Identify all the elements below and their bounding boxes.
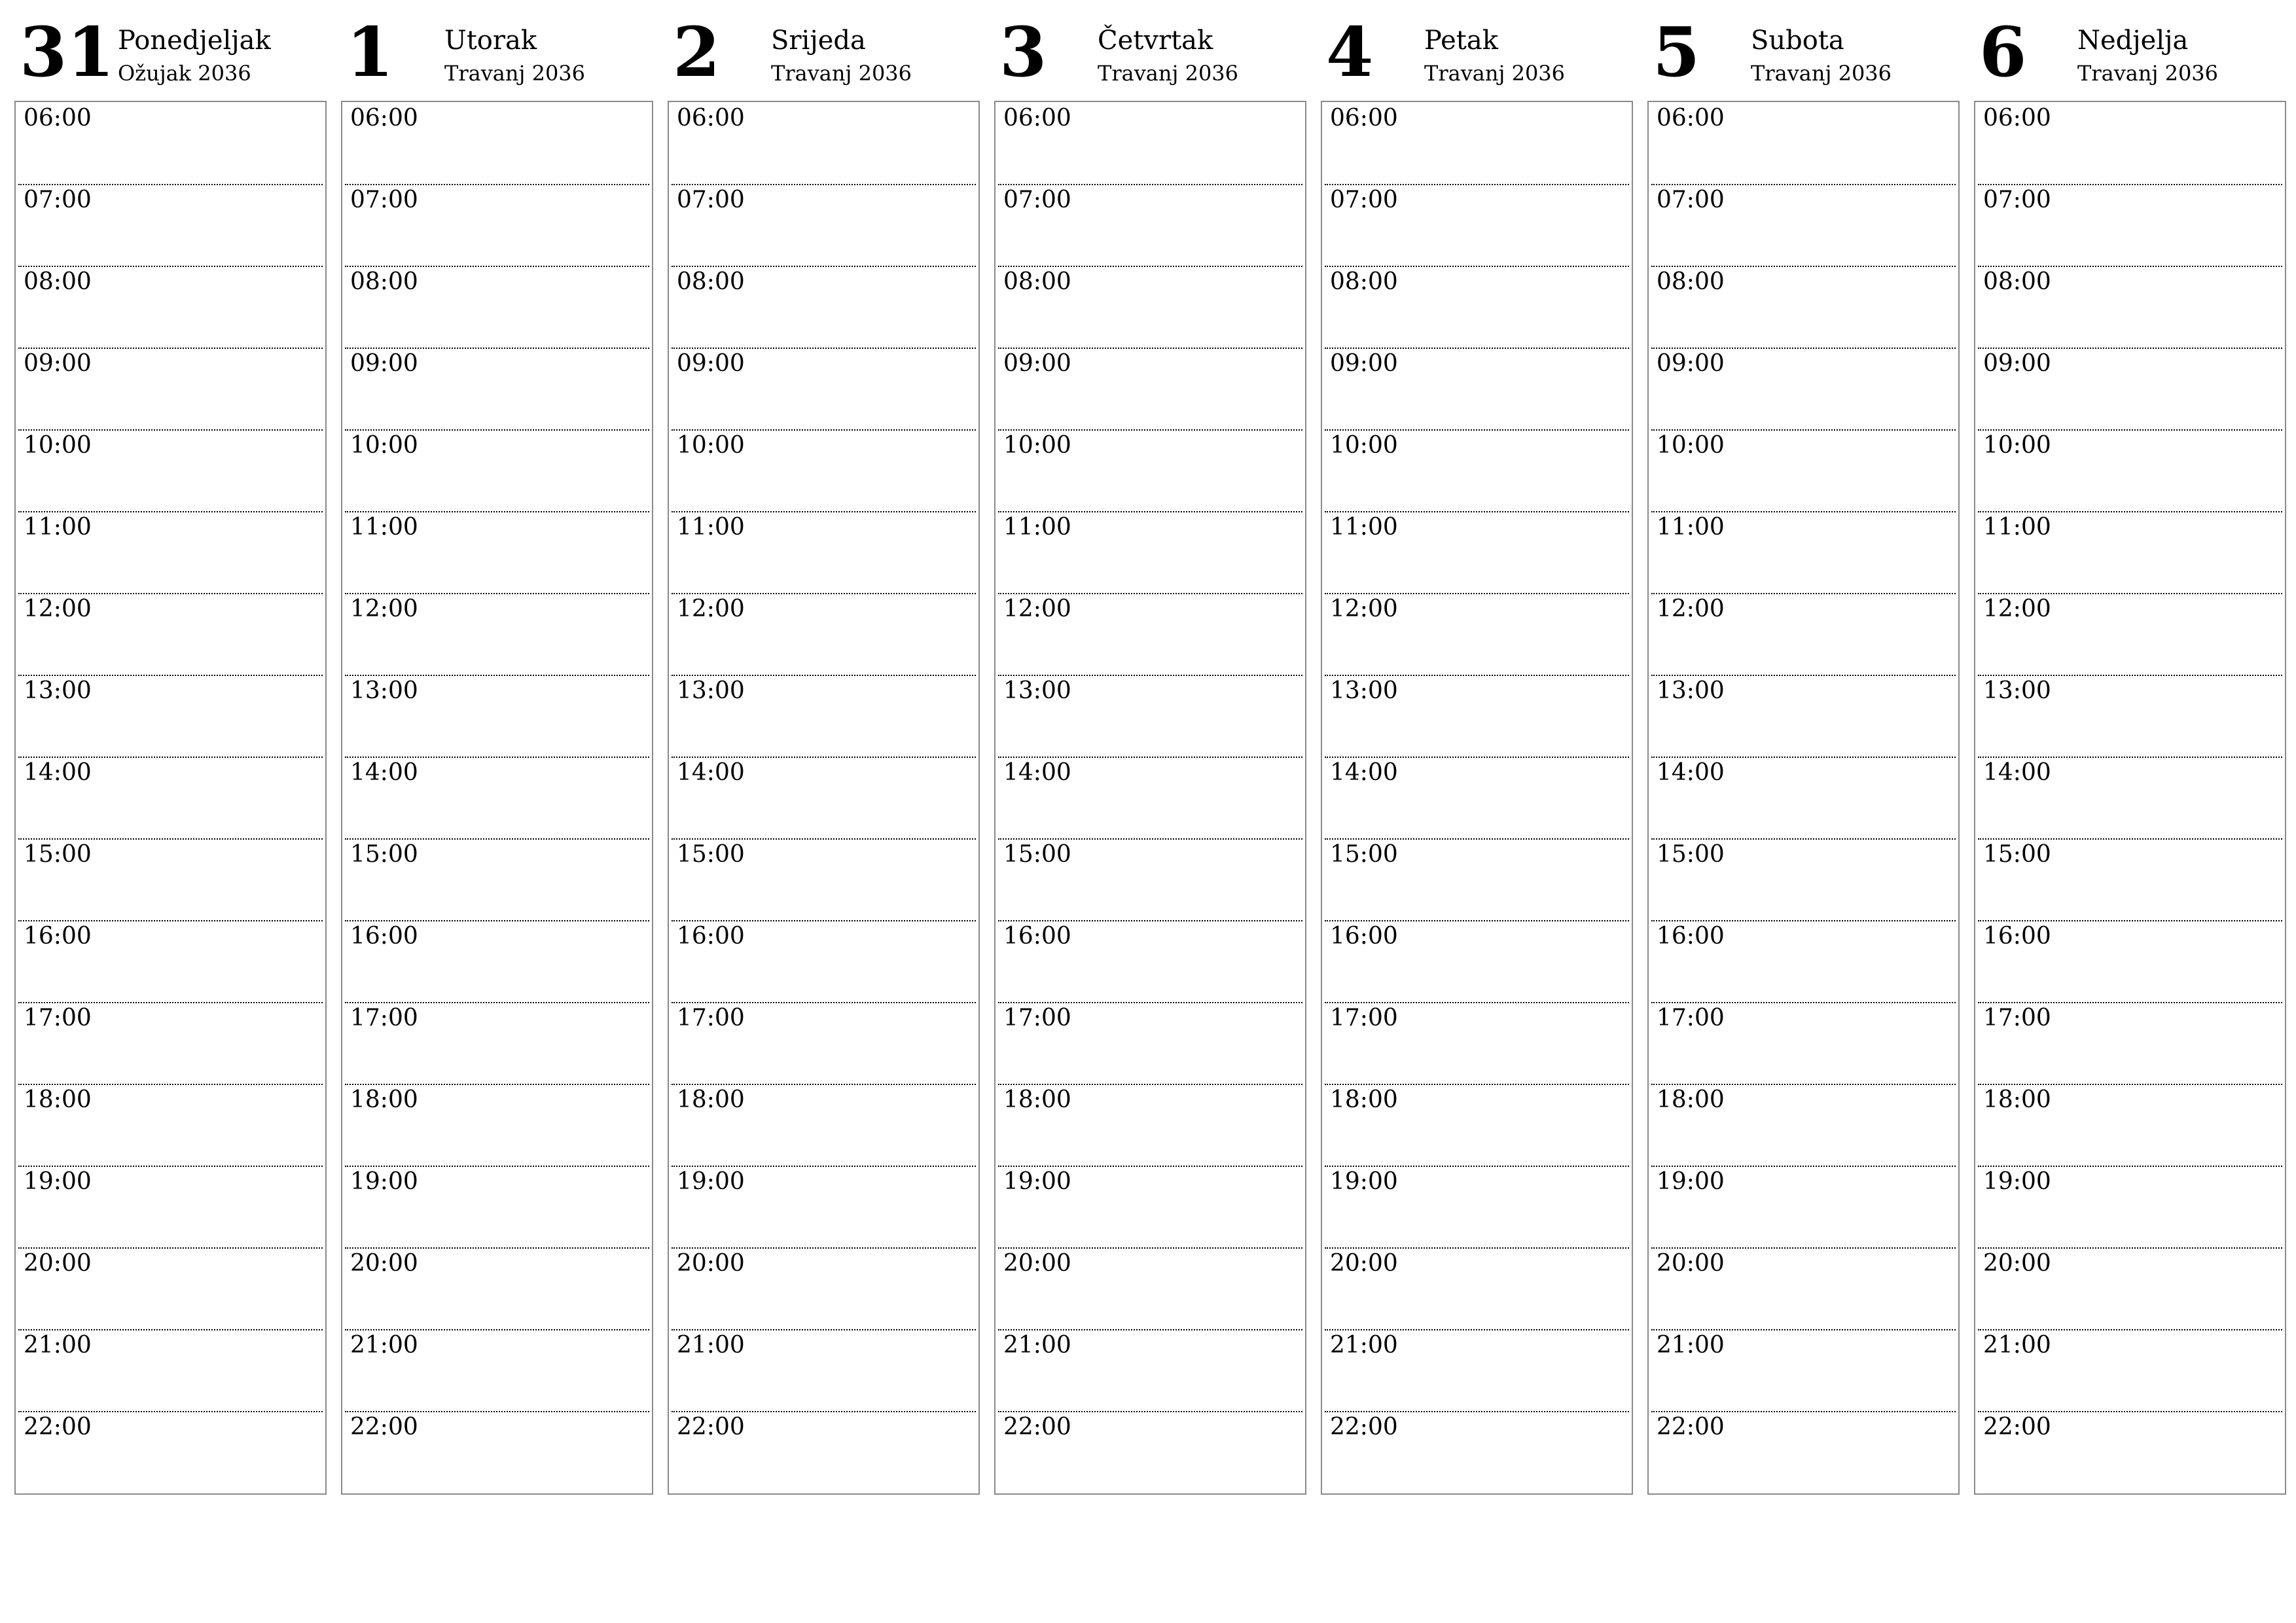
hour-slot[interactable] <box>1325 838 1629 921</box>
hour-label: 09:00 <box>1330 350 1398 377</box>
hour-label: 17:00 <box>1657 1005 1725 1031</box>
hour-label: 14:00 <box>677 759 745 786</box>
hour-slot[interactable] <box>1651 838 1956 921</box>
hour-label: 11:00 <box>1330 514 1398 541</box>
hour-slot[interactable] <box>672 102 976 185</box>
hour-label: 16:00 <box>677 923 745 950</box>
hour-slot[interactable] <box>672 1329 976 1412</box>
day-column <box>14 0 327 1499</box>
hour-label: 19:00 <box>1330 1168 1398 1195</box>
day-header <box>1974 0 2286 98</box>
hour-label: 15:00 <box>1983 841 2051 868</box>
hour-slot[interactable] <box>18 184 323 267</box>
hour-label: 17:00 <box>24 1005 92 1031</box>
day-number: 4 <box>1326 12 1374 92</box>
hour-label: 17:00 <box>350 1005 418 1031</box>
day-month-year: Travanj 2036 <box>444 61 586 86</box>
hour-label: 21:00 <box>1003 1332 1071 1359</box>
hour-label: 08:00 <box>24 268 92 295</box>
hour-label: 09:00 <box>1003 350 1071 377</box>
hour-slot[interactable] <box>1651 1247 1956 1330</box>
hour-slot[interactable] <box>18 593 323 676</box>
hour-slot[interactable] <box>18 348 323 431</box>
hour-slot[interactable] <box>998 102 1302 185</box>
hour-slot[interactable] <box>18 1166 323 1249</box>
hour-label: 18:00 <box>24 1086 92 1113</box>
hour-slot[interactable] <box>998 838 1302 921</box>
hour-label: 06:00 <box>1330 105 1398 132</box>
hour-label: 13:00 <box>677 677 745 704</box>
hour-slot[interactable] <box>1651 511 1956 594</box>
hour-slot[interactable] <box>1978 1329 2282 1412</box>
hour-label: 11:00 <box>1003 514 1071 541</box>
hour-slot[interactable] <box>1325 429 1629 512</box>
day-column <box>1974 0 2286 1499</box>
hour-slot[interactable] <box>1325 184 1629 267</box>
hour-slot[interactable] <box>998 266 1302 349</box>
hour-slot[interactable] <box>1651 1411 1956 1493</box>
hour-slot[interactable] <box>345 920 649 1003</box>
hour-slot[interactable] <box>345 1247 649 1330</box>
hour-label: 11:00 <box>24 514 92 541</box>
hour-label: 21:00 <box>1983 1332 2051 1359</box>
hour-label: 11:00 <box>677 514 745 541</box>
hour-label: 17:00 <box>1003 1005 1071 1031</box>
day-header <box>14 0 327 98</box>
day-name: Srijeda <box>771 26 866 56</box>
hour-label: 17:00 <box>1330 1005 1398 1031</box>
hour-label: 07:00 <box>1983 187 2051 213</box>
day-name: Ponedjeljak <box>118 26 271 56</box>
day-header <box>1647 0 1960 98</box>
hour-slot[interactable] <box>18 675 323 758</box>
day-number: 31 <box>20 12 115 92</box>
hour-label: 14:00 <box>1003 759 1071 786</box>
hour-slot[interactable] <box>1651 675 1956 758</box>
hour-label: 20:00 <box>677 1250 745 1277</box>
hour-slot[interactable] <box>1978 1002 2282 1085</box>
hour-label: 08:00 <box>1657 268 1725 295</box>
hour-slot[interactable] <box>672 593 976 676</box>
hour-slot[interactable] <box>1978 102 2282 185</box>
hour-slot[interactable] <box>1651 184 1956 267</box>
hour-slot[interactable] <box>672 757 976 840</box>
hour-label: 13:00 <box>1330 677 1398 704</box>
day-header <box>994 0 1306 98</box>
hour-label: 09:00 <box>1983 350 2051 377</box>
hour-label: 15:00 <box>24 841 92 868</box>
day-column <box>994 0 1306 1499</box>
hour-slot[interactable] <box>998 1329 1302 1412</box>
hour-label: 13:00 <box>350 677 418 704</box>
hour-slot[interactable] <box>18 511 323 594</box>
hour-slot[interactable] <box>672 184 976 267</box>
hour-label: 09:00 <box>350 350 418 377</box>
hour-slot[interactable] <box>1651 593 1956 676</box>
hour-slot[interactable] <box>345 675 649 758</box>
hour-label: 12:00 <box>350 596 418 622</box>
hour-slot[interactable] <box>1651 1166 1956 1249</box>
hour-label: 14:00 <box>1330 759 1398 786</box>
hour-slot[interactable] <box>998 1084 1302 1167</box>
hour-slot[interactable] <box>1325 675 1629 758</box>
hour-slot[interactable] <box>998 757 1302 840</box>
day-schedule-box <box>994 101 1306 1495</box>
hour-slot[interactable] <box>1651 1329 1956 1412</box>
day-name: Utorak <box>444 26 537 56</box>
hour-label: 22:00 <box>350 1414 418 1440</box>
day-name: Četvrtak <box>1098 26 1213 56</box>
hour-slot[interactable] <box>672 266 976 349</box>
day-schedule-box <box>341 101 653 1495</box>
hour-slot[interactable] <box>345 1084 649 1167</box>
hour-label: 06:00 <box>1003 105 1071 132</box>
hour-label: 16:00 <box>24 923 92 950</box>
day-number: 6 <box>1979 12 2027 92</box>
hour-label: 16:00 <box>1983 923 2051 950</box>
hour-slot[interactable] <box>1651 1002 1956 1085</box>
hour-label: 06:00 <box>1657 105 1725 132</box>
hour-slot[interactable] <box>18 1247 323 1330</box>
hour-slot[interactable] <box>1325 266 1629 349</box>
day-month-year: Ožujak 2036 <box>118 61 251 86</box>
day-month-year: Travanj 2036 <box>2077 61 2219 86</box>
hour-label: 12:00 <box>24 596 92 622</box>
hour-label: 09:00 <box>24 350 92 377</box>
hour-label: 20:00 <box>24 1250 92 1277</box>
day-column <box>341 0 653 1499</box>
hour-slot[interactable] <box>1325 1166 1629 1249</box>
hour-slot[interactable] <box>1325 1084 1629 1167</box>
hour-slot[interactable] <box>998 511 1302 594</box>
hour-label: 21:00 <box>677 1332 745 1359</box>
hour-label: 15:00 <box>350 841 418 868</box>
hour-slot[interactable] <box>998 675 1302 758</box>
hour-label: 21:00 <box>1330 1332 1398 1359</box>
hour-slot[interactable] <box>1978 266 2282 349</box>
day-header <box>1321 0 1633 98</box>
hour-slot[interactable] <box>672 838 976 921</box>
hour-slot[interactable] <box>345 757 649 840</box>
hour-label: 22:00 <box>677 1414 745 1440</box>
hour-slot[interactable] <box>672 511 976 594</box>
hour-slot[interactable] <box>18 920 323 1003</box>
hour-label: 07:00 <box>1003 187 1071 213</box>
hour-label: 19:00 <box>1003 1168 1071 1195</box>
hour-slot[interactable] <box>998 593 1302 676</box>
hour-slot[interactable] <box>18 1411 323 1493</box>
hour-slot[interactable] <box>1978 838 2282 921</box>
hour-slot[interactable] <box>1978 511 2282 594</box>
hour-slot[interactable] <box>1978 920 2282 1003</box>
hour-slot[interactable] <box>1325 1247 1629 1330</box>
hour-label: 18:00 <box>1330 1086 1398 1113</box>
hour-label: 22:00 <box>1657 1414 1725 1440</box>
hour-slot[interactable] <box>18 1002 323 1085</box>
day-schedule-box <box>1974 101 2286 1495</box>
hour-slot[interactable] <box>998 348 1302 431</box>
hour-label: 11:00 <box>1657 514 1725 541</box>
hour-label: 09:00 <box>1657 350 1725 377</box>
hour-label: 21:00 <box>1657 1332 1725 1359</box>
hour-slot[interactable] <box>998 1247 1302 1330</box>
hour-label: 13:00 <box>1657 677 1725 704</box>
day-number: 5 <box>1653 12 1700 92</box>
hour-slot[interactable] <box>345 184 649 267</box>
hour-slot[interactable] <box>1651 102 1956 185</box>
hour-label: 18:00 <box>1657 1086 1725 1113</box>
hour-label: 07:00 <box>677 187 745 213</box>
hour-label: 12:00 <box>1330 596 1398 622</box>
hour-label: 19:00 <box>24 1168 92 1195</box>
hour-slot[interactable] <box>1978 1084 2282 1167</box>
hour-label: 16:00 <box>1657 923 1725 950</box>
hour-slot[interactable] <box>1325 593 1629 676</box>
hour-slot[interactable] <box>18 102 323 185</box>
hour-label: 13:00 <box>1983 677 2051 704</box>
hour-slot[interactable] <box>345 1166 649 1249</box>
hour-slot[interactable] <box>345 1411 649 1493</box>
hour-slot[interactable] <box>1978 757 2282 840</box>
hour-slot[interactable] <box>345 266 649 349</box>
hour-slot[interactable] <box>345 1002 649 1085</box>
hour-slot[interactable] <box>998 1002 1302 1085</box>
hour-label: 20:00 <box>1983 1250 2051 1277</box>
hour-label: 20:00 <box>1003 1250 1071 1277</box>
hour-label: 12:00 <box>1983 596 2051 622</box>
day-month-year: Travanj 2036 <box>771 61 912 86</box>
weekly-planner <box>14 0 2286 1499</box>
hour-label: 16:00 <box>350 923 418 950</box>
hour-label: 10:00 <box>1983 432 2051 459</box>
hour-label: 12:00 <box>677 596 745 622</box>
hour-label: 06:00 <box>1983 105 2051 132</box>
day-schedule-box <box>668 101 980 1495</box>
hour-label: 09:00 <box>677 350 745 377</box>
day-month-year: Travanj 2036 <box>1098 61 1239 86</box>
day-header <box>668 0 980 98</box>
day-header <box>341 0 653 98</box>
hour-slot[interactable] <box>1325 757 1629 840</box>
hour-label: 19:00 <box>350 1168 418 1195</box>
hour-label: 13:00 <box>1003 677 1071 704</box>
hour-slot[interactable] <box>345 348 649 431</box>
hour-label: 11:00 <box>1983 514 2051 541</box>
hour-slot[interactable] <box>1325 1002 1629 1085</box>
hour-slot[interactable] <box>345 593 649 676</box>
day-schedule-box <box>1321 101 1633 1495</box>
hour-slot[interactable] <box>672 429 976 512</box>
hour-slot[interactable] <box>1978 184 2282 267</box>
day-number: 3 <box>999 12 1047 92</box>
hour-slot[interactable] <box>1978 1411 2282 1493</box>
hour-slot[interactable] <box>998 429 1302 512</box>
hour-label: 12:00 <box>1003 596 1071 622</box>
hour-label: 08:00 <box>1003 268 1071 295</box>
hour-label: 21:00 <box>24 1332 92 1359</box>
hour-label: 07:00 <box>1330 187 1398 213</box>
hour-label: 10:00 <box>350 432 418 459</box>
hour-label: 07:00 <box>24 187 92 213</box>
hour-label: 10:00 <box>1330 432 1398 459</box>
hour-label: 14:00 <box>24 759 92 786</box>
hour-slot[interactable] <box>998 920 1302 1003</box>
hour-label: 22:00 <box>1003 1414 1071 1440</box>
hour-label: 14:00 <box>350 759 418 786</box>
hour-slot[interactable] <box>672 1411 976 1493</box>
hour-label: 14:00 <box>1983 759 2051 786</box>
hour-label: 14:00 <box>1657 759 1725 786</box>
hour-slot[interactable] <box>1651 757 1956 840</box>
hour-label: 08:00 <box>1983 268 2051 295</box>
day-name: Nedjelja <box>2077 26 2189 56</box>
hour-slot[interactable] <box>1978 675 2282 758</box>
day-column <box>1321 0 1633 1499</box>
hour-label: 20:00 <box>350 1250 418 1277</box>
hour-label: 06:00 <box>24 105 92 132</box>
hour-label: 15:00 <box>1003 841 1071 868</box>
hour-slot[interactable] <box>1978 348 2282 431</box>
hour-slot[interactable] <box>998 1166 1302 1249</box>
hour-label: 10:00 <box>677 432 745 459</box>
hour-label: 06:00 <box>350 105 418 132</box>
hour-slot[interactable] <box>345 429 649 512</box>
hour-slot[interactable] <box>1325 1411 1629 1493</box>
hour-slot[interactable] <box>672 1166 976 1249</box>
hour-slot[interactable] <box>345 511 649 594</box>
day-name: Subota <box>1751 26 1844 56</box>
hour-slot[interactable] <box>1651 266 1956 349</box>
hour-label: 20:00 <box>1330 1250 1398 1277</box>
hour-slot[interactable] <box>672 675 976 758</box>
hour-slot[interactable] <box>18 266 323 349</box>
hour-slot[interactable] <box>18 429 323 512</box>
hour-slot[interactable] <box>672 1002 976 1085</box>
hour-slot[interactable] <box>1651 1084 1956 1167</box>
hour-slot[interactable] <box>1978 593 2282 676</box>
day-schedule-box <box>1647 101 1960 1495</box>
hour-label: 20:00 <box>1657 1250 1725 1277</box>
hour-label: 19:00 <box>677 1168 745 1195</box>
hour-slot[interactable] <box>1978 429 2282 512</box>
day-column <box>1647 0 1960 1499</box>
hour-label: 18:00 <box>1983 1086 2051 1113</box>
hour-label: 19:00 <box>1657 1168 1725 1195</box>
hour-label: 07:00 <box>350 187 418 213</box>
hour-slot[interactable] <box>672 1247 976 1330</box>
hour-slot[interactable] <box>345 1329 649 1412</box>
hour-label: 10:00 <box>1657 432 1725 459</box>
day-schedule-box <box>14 101 327 1495</box>
hour-slot[interactable] <box>998 184 1302 267</box>
hour-slot[interactable] <box>1325 511 1629 594</box>
hour-label: 08:00 <box>677 268 745 295</box>
hour-label: 08:00 <box>350 268 418 295</box>
hour-label: 15:00 <box>1657 841 1725 868</box>
day-column <box>668 0 980 1499</box>
hour-slot[interactable] <box>18 1084 323 1167</box>
hour-label: 19:00 <box>1983 1168 2051 1195</box>
hour-label: 06:00 <box>677 105 745 132</box>
hour-slot[interactable] <box>1651 348 1956 431</box>
hour-slot[interactable] <box>672 920 976 1003</box>
hour-label: 15:00 <box>1330 841 1398 868</box>
hour-slot[interactable] <box>1325 348 1629 431</box>
hour-slot[interactable] <box>1651 429 1956 512</box>
hour-slot[interactable] <box>672 348 976 431</box>
day-number: 2 <box>673 12 721 92</box>
hour-label: 11:00 <box>350 514 418 541</box>
hour-slot[interactable] <box>345 102 649 185</box>
hour-label: 18:00 <box>350 1086 418 1113</box>
hour-label: 21:00 <box>350 1332 418 1359</box>
day-month-year: Travanj 2036 <box>1751 61 1892 86</box>
hour-label: 22:00 <box>24 1414 92 1440</box>
hour-slot[interactable] <box>1978 1166 2282 1249</box>
hour-label: 16:00 <box>1003 923 1071 950</box>
hour-label: 12:00 <box>1657 596 1725 622</box>
hour-slot[interactable] <box>1325 102 1629 185</box>
hour-label: 13:00 <box>24 677 92 704</box>
hour-slot[interactable] <box>18 1329 323 1412</box>
hour-slot[interactable] <box>345 838 649 921</box>
hour-label: 08:00 <box>1330 268 1398 295</box>
hour-label: 18:00 <box>677 1086 745 1113</box>
hour-slot[interactable] <box>1651 920 1956 1003</box>
hour-label: 17:00 <box>1983 1005 2051 1031</box>
day-number: 1 <box>346 12 394 92</box>
hour-label: 07:00 <box>1657 187 1725 213</box>
hour-slot[interactable] <box>998 1411 1302 1493</box>
hour-slot[interactable] <box>1325 920 1629 1003</box>
hour-label: 10:00 <box>1003 432 1071 459</box>
hour-label: 18:00 <box>1003 1086 1071 1113</box>
hour-label: 17:00 <box>677 1005 745 1031</box>
hour-label: 22:00 <box>1330 1414 1398 1440</box>
hour-label: 16:00 <box>1330 923 1398 950</box>
hour-slot[interactable] <box>18 838 323 921</box>
hour-slot[interactable] <box>18 757 323 840</box>
day-name: Petak <box>1424 26 1498 56</box>
hour-label: 22:00 <box>1983 1414 2051 1440</box>
hour-label: 15:00 <box>677 841 745 868</box>
day-month-year: Travanj 2036 <box>1424 61 1566 86</box>
hour-label: 10:00 <box>24 432 92 459</box>
hour-slot[interactable] <box>1978 1247 2282 1330</box>
hour-slot[interactable] <box>1325 1329 1629 1412</box>
hour-slot[interactable] <box>672 1084 976 1167</box>
